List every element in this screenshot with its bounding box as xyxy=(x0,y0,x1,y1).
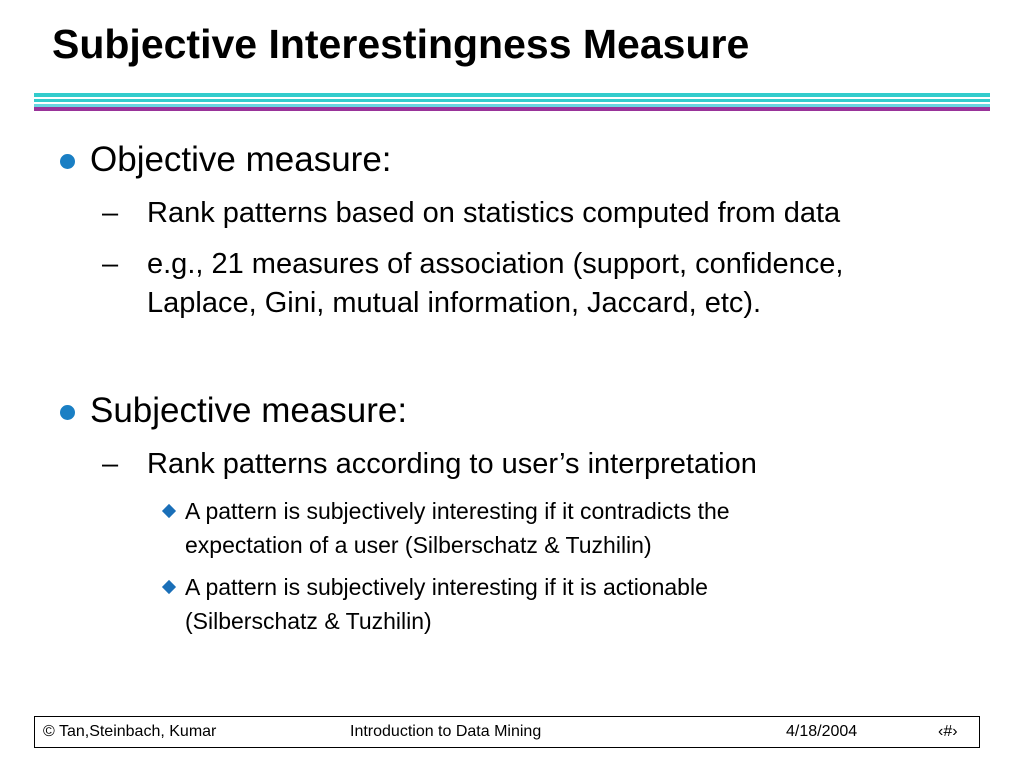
sub-sub-bullet-actionable-line1: A pattern is subjectively interesting if it is actionable xyxy=(185,574,708,600)
sub-bullet-measures-line2: Laplace, Gini, mutual information, Jaccard, etc). xyxy=(147,287,762,319)
bullet-objective-measure: Objective measure: xyxy=(90,140,392,179)
bullet-dot-icon xyxy=(60,405,75,420)
slide-title: Subjective Interestingness Measure xyxy=(52,21,750,67)
footer-course: Introduction to Data Mining xyxy=(350,723,542,740)
dash-icon: – xyxy=(102,448,119,480)
slide-footer xyxy=(34,716,980,748)
diamond-icon xyxy=(162,580,176,594)
sub-bullet-rank-statistics: Rank patterns based on statistics computed from data xyxy=(147,197,841,229)
sub-sub-bullet-actionable-line2: (Silberschatz & Tuzhilin) xyxy=(185,608,432,634)
bullet-dot-icon xyxy=(60,154,75,169)
footer-copyright: © Tan,Steinbach, Kumar xyxy=(43,723,217,740)
diamond-icon xyxy=(162,504,176,518)
sub-bullet-measures-line1: e.g., 21 measures of association (support, confidence, xyxy=(147,248,844,280)
footer-date: 4/18/2004 xyxy=(786,723,858,740)
sub-sub-bullet-contradicts-line2: expectation of a user (Silberschatz & Tuzhilin) xyxy=(185,532,652,558)
sub-bullet-rank-interpretation: Rank patterns according to user’s interpretation xyxy=(147,448,757,480)
sub-sub-bullet-contradicts-line1: A pattern is subjectively interesting if it contradicts the xyxy=(185,498,730,524)
dash-icon: – xyxy=(102,248,119,280)
bullet-subjective-measure: Subjective measure: xyxy=(90,391,408,430)
footer-page-number: ‹#› xyxy=(938,723,958,740)
divider-rule-purple xyxy=(34,107,990,111)
dash-icon: – xyxy=(102,197,119,229)
